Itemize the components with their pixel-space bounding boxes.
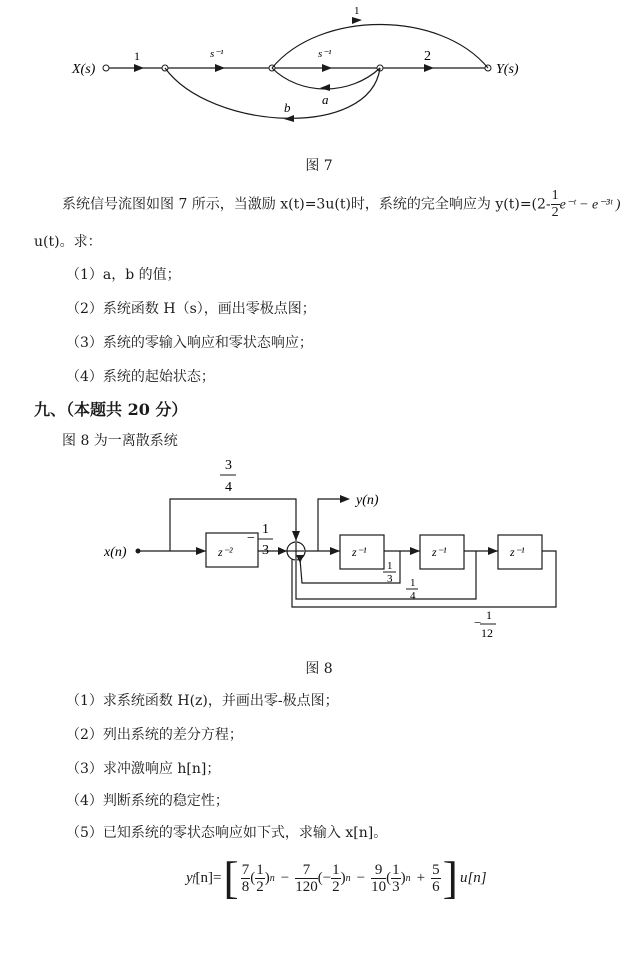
term3-coef: [371, 862, 386, 895]
fb2-num: 1: [410, 577, 416, 589]
label-x-n: x(n): [104, 545, 127, 560]
branch-top-arc: [272, 25, 488, 69]
figure-8-caption: 图 8: [305, 661, 333, 677]
term2-power: n: [345, 872, 351, 884]
term4-coef: [431, 862, 441, 895]
problem-8-question-3: （3）系统的零输入响应和零状态响应；: [66, 335, 313, 351]
term3-power: n: [405, 872, 411, 884]
coef-top-den: 4: [225, 480, 232, 495]
term2-base-den: 2: [332, 878, 340, 895]
fb1-den: 3: [387, 573, 393, 585]
stem-frac-den: 2: [551, 205, 559, 220]
term1-coef: [241, 862, 251, 895]
fb1-num: 1: [387, 560, 393, 572]
problem-9-intro: 图 8 为一离散系统: [62, 433, 178, 449]
formula-left-bracket: [: [223, 852, 239, 903]
label-z-minus-1-b: z⁻¹: [432, 545, 447, 559]
coef-mid-sign: −: [247, 531, 255, 546]
formula-right-bracket: ]: [442, 852, 458, 903]
problem-9-question-4: （4）判断系统的稳定性；: [66, 793, 229, 809]
problem-9-question-3: （3）求冲激响应 h[n]；: [66, 761, 221, 777]
term3-base: [391, 862, 401, 895]
term1-num: 7: [241, 861, 250, 878]
coef-top-num: 3: [225, 458, 232, 473]
fb3-sign: −: [474, 615, 482, 630]
coef-mid-den: 3: [262, 543, 269, 558]
coef-mid-num: 1: [262, 522, 269, 537]
arrow-2: [215, 64, 225, 72]
label-y-n: y(n): [356, 493, 379, 508]
term4-den: 6: [432, 878, 440, 895]
figure-7-caption: 图 7: [305, 158, 333, 174]
term1-base-num: 1: [256, 861, 264, 878]
term3-base-den: 3: [392, 878, 400, 895]
arrow-4: [424, 64, 434, 72]
term4-sign: +: [416, 869, 426, 886]
formula-lhs-arg: [n]=: [195, 869, 222, 886]
node-input: [103, 65, 109, 71]
arrow-1: [134, 64, 144, 72]
label-branch-b: b: [284, 100, 291, 115]
term3-base-num: 1: [392, 861, 400, 878]
term4-num: 5: [432, 861, 440, 878]
label-branch-a: a: [322, 92, 329, 107]
label-z-minus-1-a: z⁻¹: [352, 545, 367, 559]
formula-lhs: y: [186, 869, 193, 886]
problem-9-question-5: （5）已知系统的零状态响应如下式，求输入 x[n]。: [66, 825, 388, 841]
label-output: Y(s): [496, 62, 519, 77]
label-z-minus-1-c: z⁻¹: [510, 545, 525, 559]
stem-fraction: [551, 188, 560, 221]
term3-den: 10: [371, 878, 387, 895]
problem-8-question-1: （1）a，b 的值；: [66, 267, 181, 283]
term1-base-den: 2: [256, 878, 264, 895]
label-branch-2: 2: [424, 49, 431, 64]
problem-8-question-2: （2）系统函数 H（s），画出零极点图；: [66, 301, 316, 317]
branch-b-arc: [165, 68, 380, 118]
term1-den: 8: [241, 878, 250, 895]
zero-state-response-formula: y f [n]= [ $\frac{7}{8}$ ( $\frac{1}{2}$ ) n − $\frac{7}{120}$ (− $\frac{1}{2}$ ) n − $\frac{9}{10}$ ( $\frac{1}{3}$ ) n + $\frac{5}{6}$ ] u[n]: [186, 852, 487, 903]
label-input: X(s): [72, 62, 96, 77]
formula-lhs-sub: f: [192, 872, 196, 884]
figure-8-block-diagram: [0, 455, 638, 650]
term2-sign: −: [280, 869, 290, 886]
term1-base: [255, 862, 265, 895]
problem-8-question-4: （4）系统的起始状态；: [66, 369, 215, 385]
label-branch-1: 1: [134, 49, 140, 63]
problem-9-question-1: （1）求系统函数 H(z)，并画出零-极点图；: [66, 693, 339, 709]
term3-sign: −: [356, 869, 366, 886]
stem-tail: e⁻ᵗ − e⁻³ᵗ ): [559, 197, 621, 213]
formula-tail: u[n]: [459, 869, 487, 886]
problem-8-stem: [62, 188, 622, 221]
term1-power: n: [269, 872, 275, 884]
term3-num: 9: [371, 862, 386, 879]
term2-coef: [295, 862, 318, 895]
fb2-den: 4: [410, 590, 416, 602]
label-branch-top: 1: [354, 5, 360, 17]
problem-9-heading: 九、（本题共 20 分）: [34, 400, 188, 419]
term2-num: 7: [295, 862, 318, 879]
label-sinv-1: s⁻¹: [210, 48, 224, 60]
fb3-num: 1: [486, 608, 492, 622]
label-z-minus-2: z⁻²: [218, 545, 233, 559]
stem-text: 系统信号流图如图 7 所示，当激励 x(t)=3u(t)时，系统的完全响应为 y(t)=(2-: [62, 196, 551, 213]
arrow-3: [322, 64, 332, 72]
term2-den: 120: [295, 878, 318, 895]
fb3-den: 12: [481, 626, 493, 640]
figure-7-signal-flow-graph: [0, 0, 638, 140]
problem-8-stem-line2: u(t)。求：: [34, 234, 102, 250]
stem-frac-num: 1: [551, 188, 559, 203]
problem-9-question-2: （2）列出系统的差分方程；: [66, 727, 243, 743]
label-sinv-2: s⁻¹: [318, 48, 332, 60]
term2-base: [331, 862, 341, 895]
term2-base-num: 1: [332, 861, 340, 878]
